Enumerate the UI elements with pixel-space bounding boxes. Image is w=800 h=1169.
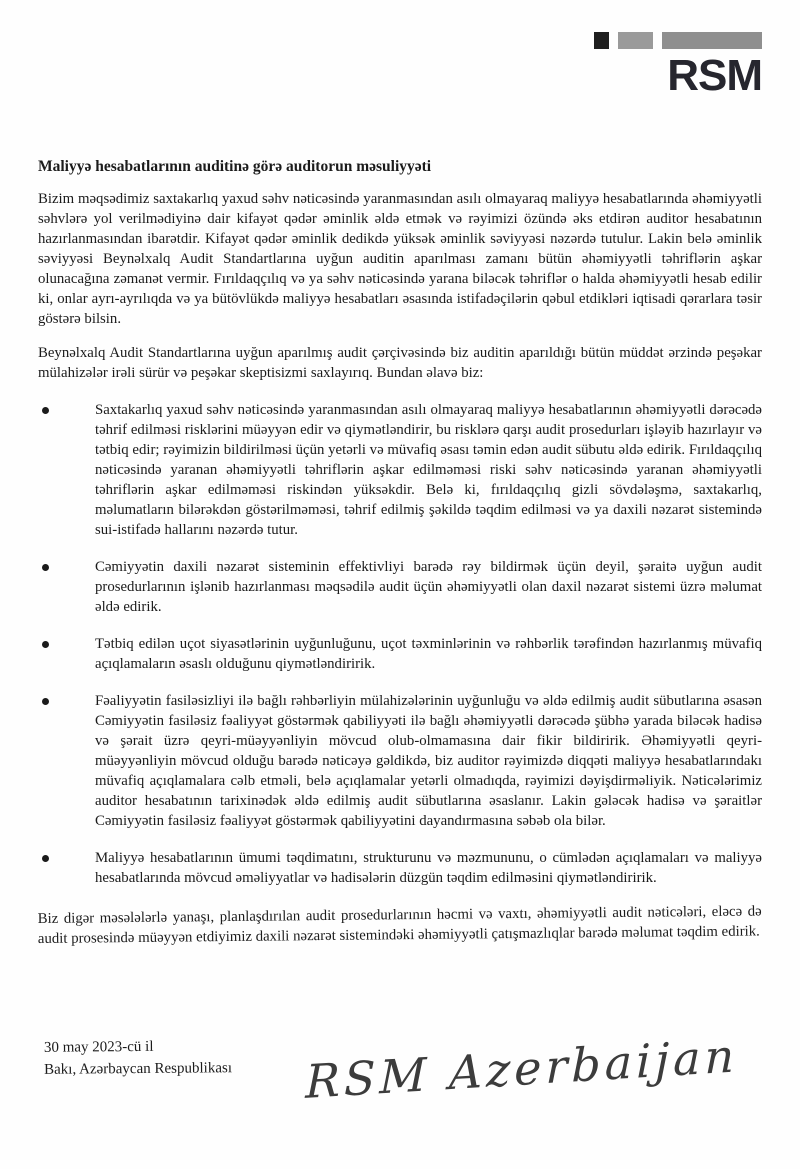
bullet-item-text: Fəaliyyətin fasiləsizliyi ilə bağlı rəhbərliyin mülahizələrinin uyğunluğu və əldə edilmiş audit sübutlarına əsasən Cəmiyyətin fasiləsiz fəaliyyət göstərmək qabiliyyəti ilə bağlı əhəmiyyətli dərəcədə şübhə yarada biləcək hadisə və şərait üzrə qeyri-müəyyənliyin mövcud olub-olmamasına dair fikir bildiririk. Əhəmiyyətli qeyri-müəyyənliyin mövcud olduğu barədə nəticəyə gəldikdə, biz auditor rəyimizdə diqqəti maliyyə hesabatlarındakı müvafiq açıqlamalara cəlb etməli, belə açıqlamalar yetərli olmadıqda, rəyimizi dəyişdirməliyik. Nəticələrimiz auditor hesabatının tarixinədək əldə edilmiş audit sübutlarına əsaslanır. Lakin gələcək hadisə və şəraitlər Cəmiyyətin fasiləsiz fəaliyyət göstərmək qabiliyyətini dayandırmasına səbəb ola bilər. <box>95 693 762 829</box>
rsm-logo-bars-icon <box>594 32 762 49</box>
bullet-item-going-concern <box>38 691 762 831</box>
bullet-item-internal-control <box>38 557 762 617</box>
paragraph-closing: Biz digər məsələlərlə yanaşı, planlaşdırılan audit prosedurlarının həcmi və vaxtı, əhəmiyyətli audit nəticələri, eləcə də audit prosesində müəyyən etdiyimiz daxili nəzarət sistemindəki əhəmiyyətli çatışmazlıqlar barədə məlumat təqdim edirik. <box>37 903 762 948</box>
footer-location: Bakı, Azərbaycan Respublikası <box>44 1060 233 1078</box>
logo-bar-black-icon <box>594 32 609 49</box>
bullet-item-text: Tətbiq edilən uçot siyasətlərinin uyğunluğunu, uçot təxminlərinin və rəhbərlik tərəfindən hazırlanmış müvafiq açıqlamaların əsaslı olduğunu qiymətləndiririk. <box>95 636 762 672</box>
bullet-icon <box>42 698 49 705</box>
bullet-icon <box>42 641 49 648</box>
signature-handwriting: RSM Azerbaijan <box>305 1028 739 1109</box>
paragraph-standards: Beynəlxalq Audit Standartlarına uyğun aparılmış audit çərçivəsində biz auditin aparıldığı bütün müddət ərzində peşəkar mülahizələr irəli sürür və peşəkar skeptisizmi saxlayırıq. Bundan əlavə biz: <box>38 345 762 381</box>
bullet-item-presentation <box>38 848 762 888</box>
bullet-item-accounting-policies <box>38 634 762 674</box>
document-body <box>38 158 762 963</box>
bullet-icon <box>42 407 49 414</box>
footer-block <box>44 1035 232 1081</box>
bullet-list <box>38 400 762 888</box>
rsm-logo <box>594 32 762 98</box>
rsm-logo-wordmark: RSM <box>667 51 762 100</box>
document-title: Maliyyə hesabatlarının auditinə görə auditorun məsuliyyəti <box>38 158 432 175</box>
logo-bar-gray-small-icon <box>618 32 653 49</box>
bullet-icon <box>42 855 49 862</box>
bullet-item-text: Maliyyə hesabatlarının ümumi təqdimatını, strukturunu və məzmununu, o cümlədən açıqlamaları və maliyyə hesabatlarında mövcud əməliyyatlar və hadisələrin düzgün təqdim edilməsini qiymətləndiririk. <box>95 850 762 886</box>
bullet-item-risk-assessment <box>38 400 762 540</box>
bullet-item-text: Saxtakarlıq yaxud səhv nəticəsində yaranmasından asılı olmayaraq maliyyə hesabatlarının əhəmiyyətli dərəcədə təhrif edilməsi risklərini müəyyən edir və qiymətləndirir, bu risklərə qarşı audit prosedurları işləyib hazırlayır və tətbiq edir; rəyimizin bildirilməsi üçün yetərli və müvafiq əsası təmin edən audit sübutu əldə edirik. Fırıldaqçılıq nəticəsində yaranan əhəmiyyətli təhriflərin aşkar edilməməsi riski səhv nəticəsində yaranan əhəmiyyətli təhriflərin aşkar edilməməsi riskindən yüksəkdir. Belə ki, fırıldaqçılıq gizli sövdələşmə, saxtakarlıq, məlumatların bilərəkdən göstərilməməsi, təhrif edilmiş şəkildə təqdim edilməsi və ya daxili nəzarət sistemində sui-istifadə hallarını nəzərdə tutur. <box>95 402 762 538</box>
bullet-icon <box>42 564 49 571</box>
bullet-item-text: Cəmiyyətin daxili nəzarət sisteminin effektivliyi barədə rəy bildirmək üçün deyil, şəraitə uyğun audit prosedurlarının işlənib hazırlanması məqsədilə audit üçün əhəmiyyətli olan daxil nəzarət sistemi üzrə məlumat əldə edirik. <box>95 559 762 615</box>
paragraph-intro: Bizim məqsədimiz saxtakarlıq yaxud səhv nəticəsində yaranmasından asılı olmayaraq maliyyə hesabatlarında əhəmiyyətli səhvlərə yol verilmədiyinə dair kifayət qədər əminlik əldə etmək və rəyimizi özündə əks etdirən auditor hesabatının hazırlanmasından ibarətdir. Kifayət qədər əminlik dedikdə yüksək əminlik səviyyəsi nəzərdə tutulur. Lakin belə əminlik səviyyəsi Beynəlxalq Audit Standartlarına uyğun auditin aparılması zamanı bütün əhəmiyyətli təhriflərin aşkar olunacağına zəmanət vermir. Fırıldaqçılıq və ya səhv nəticəsində yarana biləcək təhriflər o halda əhəmiyyətli hesab edilir ki, onlar ayrı-ayrılıqda və ya bütövlükdə maliyyə hesabatları əsasında istifadəçilərin qəbul etdikləri iqtisadi qərarlara təsir göstərə bilsin. <box>38 191 762 327</box>
logo-bar-gray-long-icon <box>662 32 762 49</box>
footer-date: 30 may 2023-cü il <box>43 1038 154 1056</box>
